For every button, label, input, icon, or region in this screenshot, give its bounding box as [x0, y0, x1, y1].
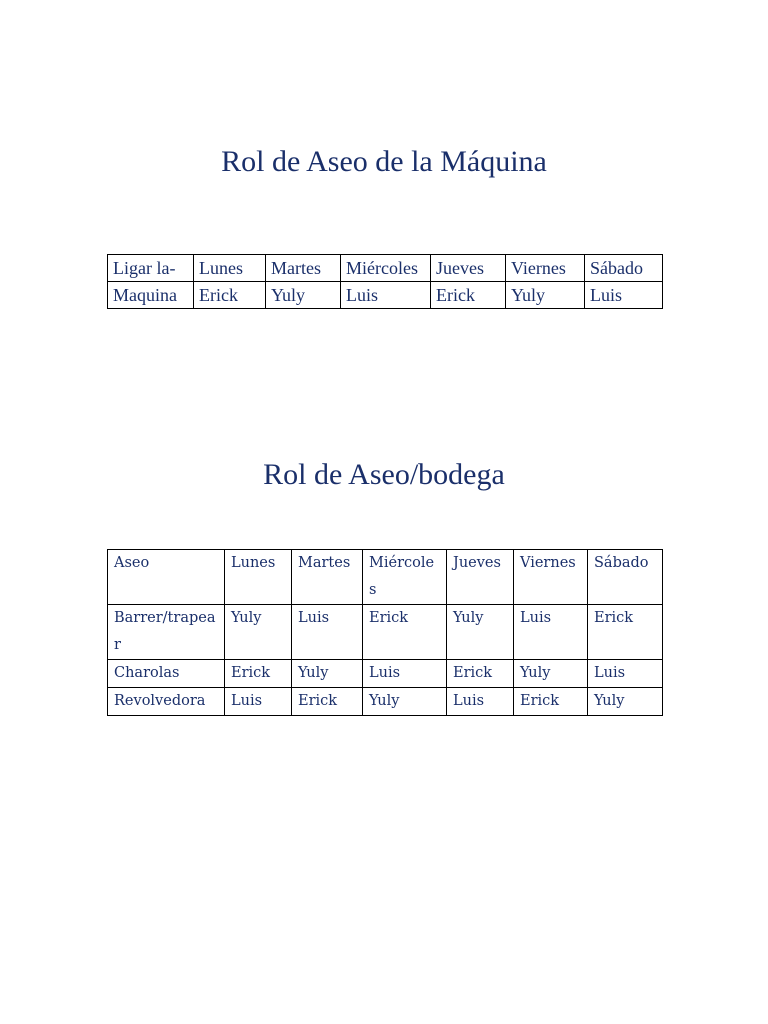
table-cell: Erick [447, 660, 514, 688]
table-cell: Barrer/trapear [108, 605, 225, 660]
table-cell: Luis [225, 688, 292, 716]
table-cell: Luis [585, 282, 663, 309]
warehouse-cleaning-table [107, 549, 663, 716]
table-cell: Yuly [292, 660, 363, 688]
table-cell: Yuly [506, 282, 585, 309]
table-cell: Luis [363, 660, 447, 688]
table-row [108, 605, 663, 660]
table-cell: Erick [514, 688, 588, 716]
table-cell: Charolas [108, 660, 225, 688]
table-row [108, 688, 663, 716]
table-row [108, 660, 663, 688]
header-cell: Viernes [514, 550, 588, 605]
table-cell: Luis [292, 605, 363, 660]
section-title-maquina: Rol de Aseo de la Máquina [221, 145, 547, 178]
table-row [108, 282, 663, 309]
table-cell: Erick [292, 688, 363, 716]
table-cell: Yuly [588, 688, 663, 716]
header-cell: Sábado [585, 255, 663, 282]
section-title-bodega: Rol de Aseo/bodega [263, 458, 505, 491]
table-cell: Yuly [266, 282, 341, 309]
header-cell: Sábado [588, 550, 663, 605]
header-cell: Ligar la- [108, 255, 194, 282]
header-cell: Miércoles [341, 255, 431, 282]
header-cell: Miércoles [363, 550, 447, 605]
header-cell: Jueves [431, 255, 506, 282]
table-cell: Erick [225, 660, 292, 688]
table-header-row [108, 255, 663, 282]
header-cell: Martes [292, 550, 363, 605]
table-cell: Yuly [447, 605, 514, 660]
table-cell: Luis [514, 605, 588, 660]
table-cell: Yuly [225, 605, 292, 660]
header-cell: Jueves [447, 550, 514, 605]
table-cell: Erick [588, 605, 663, 660]
table-cell: Erick [194, 282, 266, 309]
header-cell: Lunes [194, 255, 266, 282]
table-cell: Revolvedora [108, 688, 225, 716]
table-cell: Luis [447, 688, 514, 716]
table-cell: Yuly [514, 660, 588, 688]
table-cell: Luis [341, 282, 431, 309]
header-cell: Viernes [506, 255, 585, 282]
header-cell: Aseo [108, 550, 225, 605]
table-cell: Yuly [363, 688, 447, 716]
table-cell: Erick [431, 282, 506, 309]
table-cell: Luis [588, 660, 663, 688]
header-cell: Lunes [225, 550, 292, 605]
table-cell: Maquina [108, 282, 194, 309]
table-cell: Erick [363, 605, 447, 660]
machine-cleaning-table [107, 254, 663, 309]
table-header-row [108, 550, 663, 605]
header-cell: Martes [266, 255, 341, 282]
